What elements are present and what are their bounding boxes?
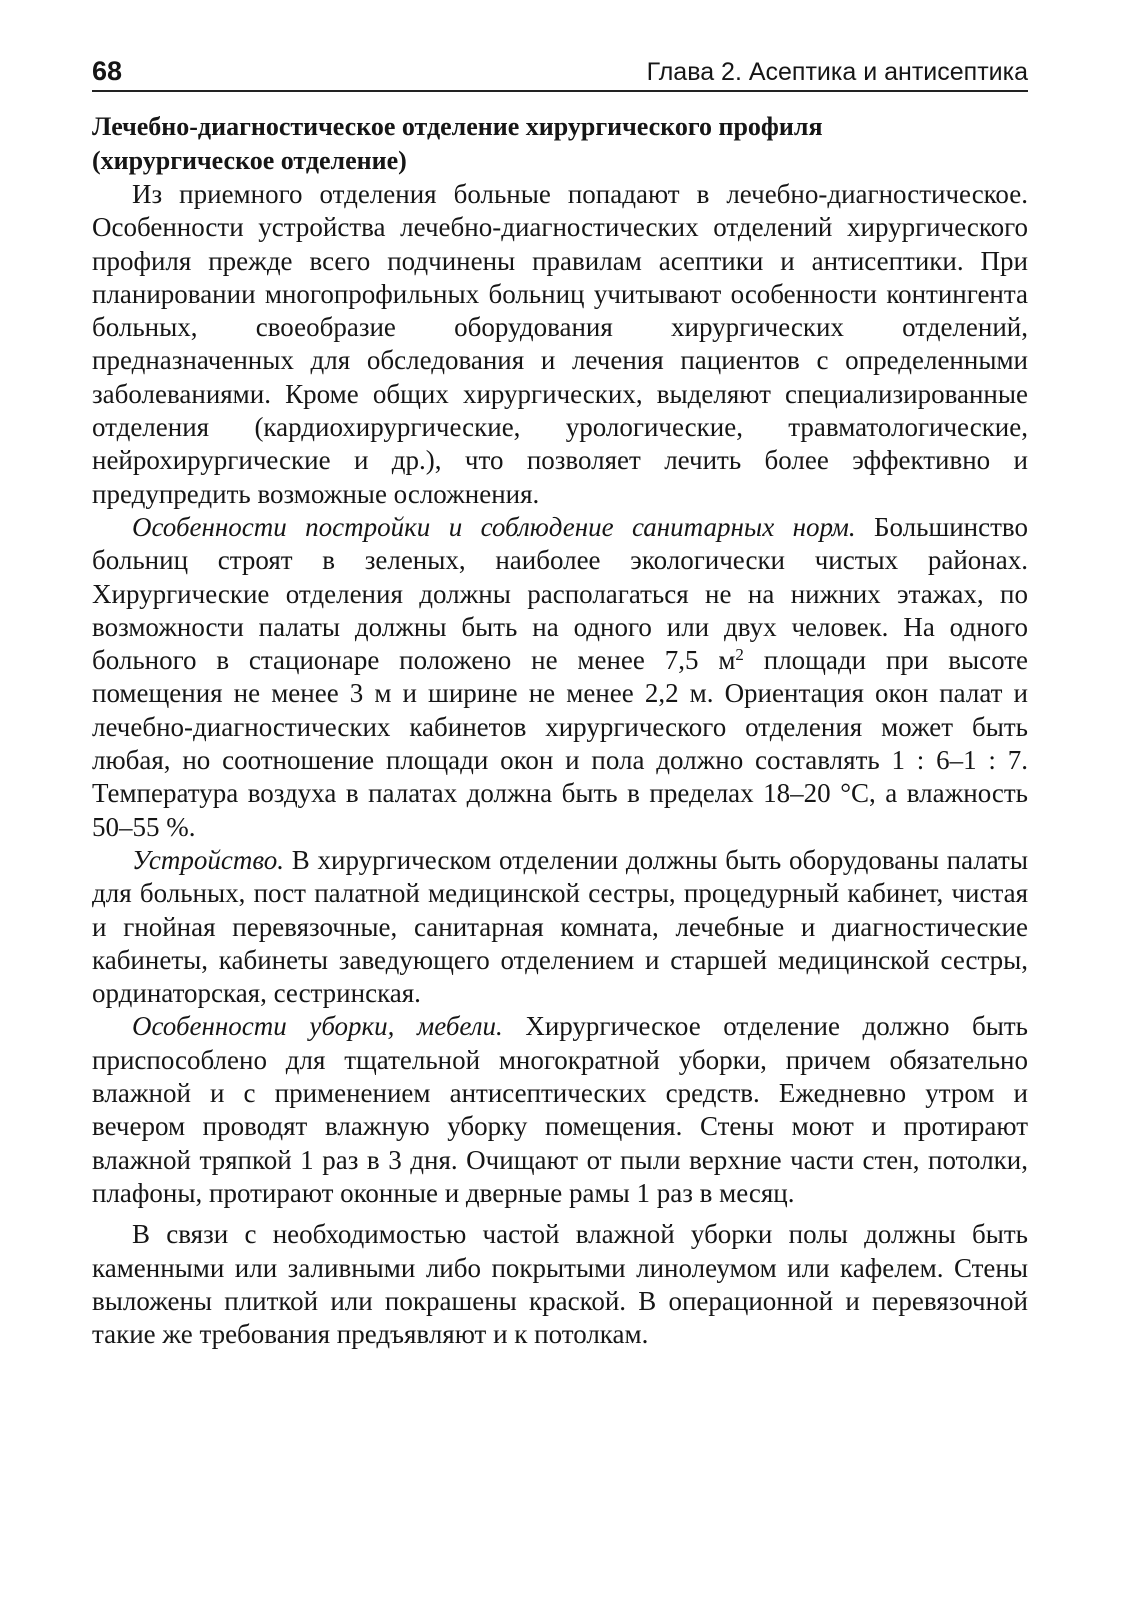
superscript-2: 2 bbox=[735, 645, 744, 665]
paragraph-construction-text-b: площади при высоте помещения не менее 3 м и ширине не менее 2,2 м. Ориентация окон палат и лечебно-диагностических кабинетов хирургического отделения может быть любая, но соотношение площади окон и пола должно составлять 1 : 6–1 : 7. Температура воздуха в палатах должна быть в пределах 18–20 °С, а влажность 50–55 %. bbox=[92, 645, 1028, 842]
paragraph-layout-lead: Устройство. bbox=[132, 844, 284, 875]
paragraph-intro-text: Из приемного отделения больные попадают в лечебно-диагностическое. Особенности устройства лечебно-диагностических отделений хирургического профиля прежде всего подчинены правилам асептики и антисептики. При планировании многопрофильных больниц учитывают особенности контингента больных, своеобразие оборудования хирургических отделений, предназначенных для обследования и лечения пациентов с определенными заболеваниями. Кроме общих хирургических, выделяют специализированные отделения (кардиохирургические, урологические, травматологические, нейрохирургические и др.), что позволяет лечить более эффективно и предупредить возможные осложнения. bbox=[92, 179, 1028, 509]
running-header bbox=[92, 56, 1028, 92]
paragraph-construction-lead: Особенности постройки и соблюдение санитарных норм. bbox=[132, 511, 856, 542]
page-number: 68 bbox=[92, 56, 123, 86]
section-heading-line2: (хирургическое отделение) bbox=[92, 146, 407, 175]
paragraph-cleaning-text: Хирургическое отделение должно быть приспособлено для тщательной многократной уборки, причем обязательно влажной и с применением антисептических средств. Ежедневно утром и вечером проводят влажную уборку помещения. Стены моют и протирают влажной тряпкой 1 раз в 3 дня. Очищают от пыли верхние части стен, потолки, плафоны, протирают оконные и дверные рамы 1 раз в месяц. bbox=[92, 1011, 1028, 1208]
paragraph-floors bbox=[92, 1218, 1028, 1351]
paragraph-intro bbox=[92, 178, 1028, 511]
section-heading-line1: Лечебно-диагностическое отделение хирургического профиля bbox=[92, 112, 823, 141]
document-page bbox=[92, 56, 1028, 1351]
paragraph-cleaning-lead: Особенности уборки, мебели. bbox=[132, 1011, 503, 1042]
paragraph-layout-text: В хирургическом отделении должны быть оборудованы палаты для больных, пост палатной медицинской сестры, процедурный кабинет, чистая и гнойная перевязочные, санитарная комната, лечебные и диагностические кабинеты, кабинеты заведующего отделением и старшей медицинской сестры, ординаторская, сестринская. bbox=[92, 844, 1028, 1009]
paragraph-layout bbox=[92, 844, 1028, 1010]
chapter-title: Глава 2. Асептика и антисептика bbox=[646, 58, 1028, 86]
section-heading bbox=[92, 110, 1028, 178]
paragraph-construction-text-a: Большинство больниц строят в зеленых, наиболее экологически чистых районах. Хирургические отделения должны располагаться не на нижних этажах, по возможности палаты должны быть на одного или двух человек. На одного больного в стационаре положено не менее 7,5 м bbox=[92, 511, 1028, 676]
paragraph-cleaning bbox=[92, 1010, 1028, 1210]
paragraph-construction bbox=[92, 511, 1028, 844]
paragraph-floors-text: В связи с необходимостью частой влажной уборки полы должны быть каменными или заливными либо покрытыми линолеумом или кафелем. Стены выложены плиткой или покрашены краской. В операционной и перевязочной такие же требования предъявляют и к потолкам. bbox=[92, 1219, 1028, 1350]
